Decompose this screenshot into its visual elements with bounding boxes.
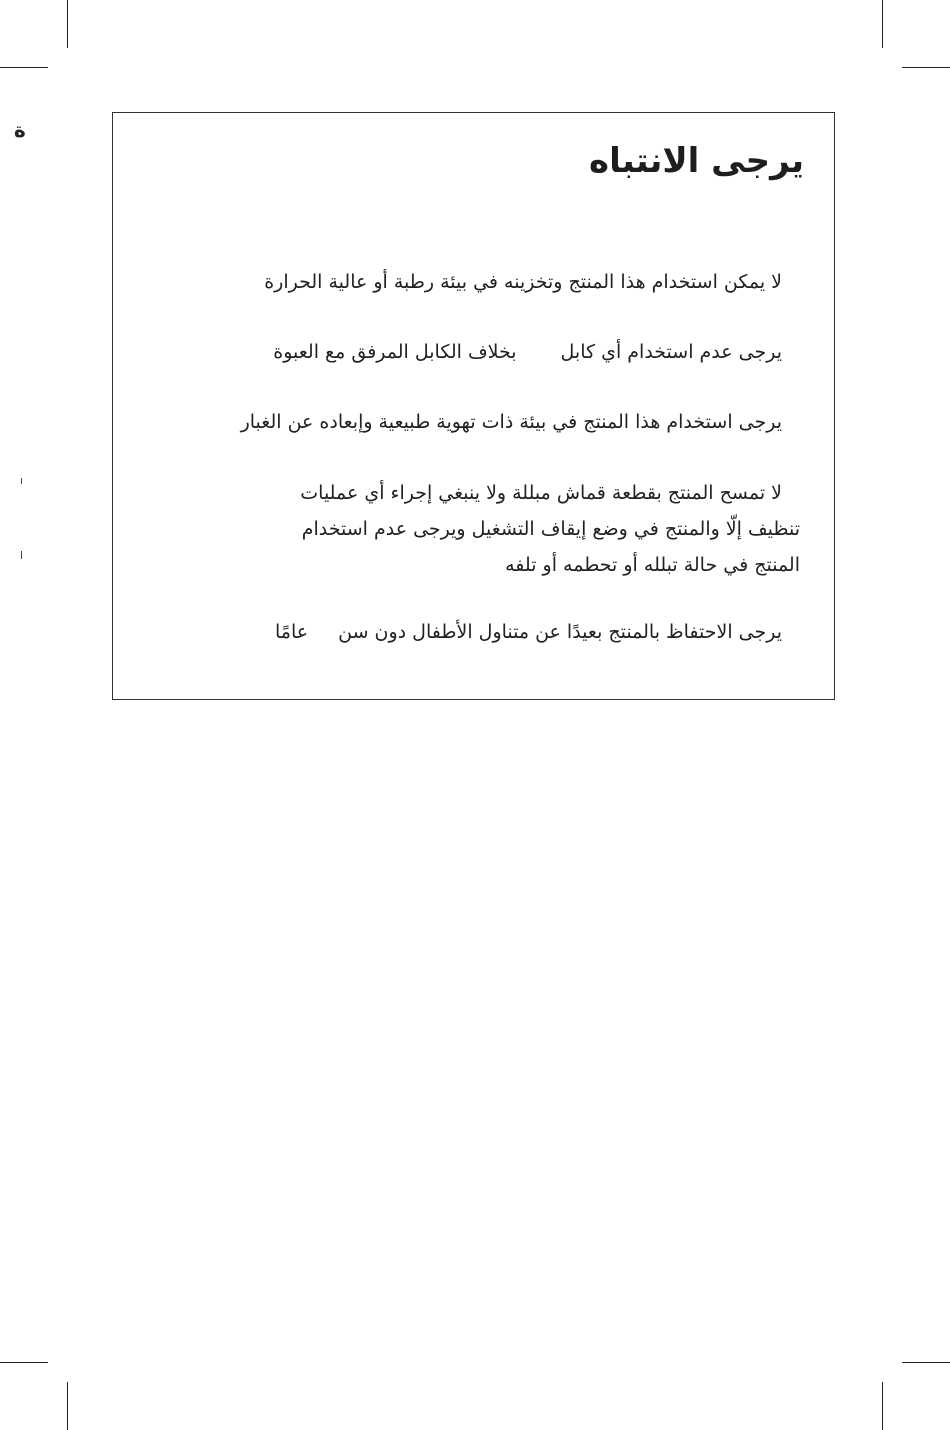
notice-item-humidity — [264, 264, 782, 300]
notice-item-text: لا يمكن استخدام هذا المنتج وتخزينه في بيئة رطبة أو عالية الحرارة — [264, 271, 782, 293]
notice-item-cleaning — [300, 475, 800, 583]
margin-tick — [21, 551, 22, 559]
crop-mark-top-left-horizontal — [0, 67, 48, 68]
notice-item-text: يرجى استخدام هذا المنتج في بيئة ذات تهوية طبيعية وإبعاده عن الغبار — [240, 411, 782, 433]
crop-mark-bottom-left-vertical — [67, 1382, 68, 1430]
notice-item-text: يرجى عدم استخدام أي كابل — [560, 341, 782, 363]
notice-item-line: تنظيف إلّا والمنتج في وضع إيقاف التشغيل ويرجى عدم استخدام — [301, 518, 800, 540]
crop-mark-bottom-right-horizontal — [902, 1362, 950, 1363]
margin-letter-fragment: ة — [14, 118, 26, 142]
crop-mark-bottom-right-vertical — [882, 1382, 883, 1430]
notice-item-cable — [273, 334, 782, 370]
margin-tick — [21, 478, 22, 484]
crop-mark-top-right-vertical — [882, 0, 883, 48]
notice-item-text: بخلاف الكابل المرفق مع العبوة — [273, 341, 517, 363]
notice-item-children — [275, 614, 782, 650]
notice-title: يرجى الانتباه — [589, 141, 804, 181]
notice-item-line: لا تمسح المنتج بقطعة قماش مبللة ولا ينبغي إجراء أي عمليات — [300, 482, 782, 504]
notice-item-text: عامًا — [275, 621, 309, 643]
notice-item-text: يرجى الاحتفاظ بالمنتج بعيدًا عن متناول الأطفال دون سن — [338, 621, 782, 643]
crop-mark-bottom-left-horizontal — [0, 1362, 48, 1363]
crop-mark-top-right-horizontal — [902, 67, 950, 68]
notice-item-ventilation — [241, 404, 782, 440]
crop-mark-top-left-vertical — [67, 0, 68, 48]
attention-notice-box — [112, 112, 835, 700]
notice-item-line: المنتج في حالة تبلله أو تحطمه أو تلفه — [505, 554, 800, 576]
